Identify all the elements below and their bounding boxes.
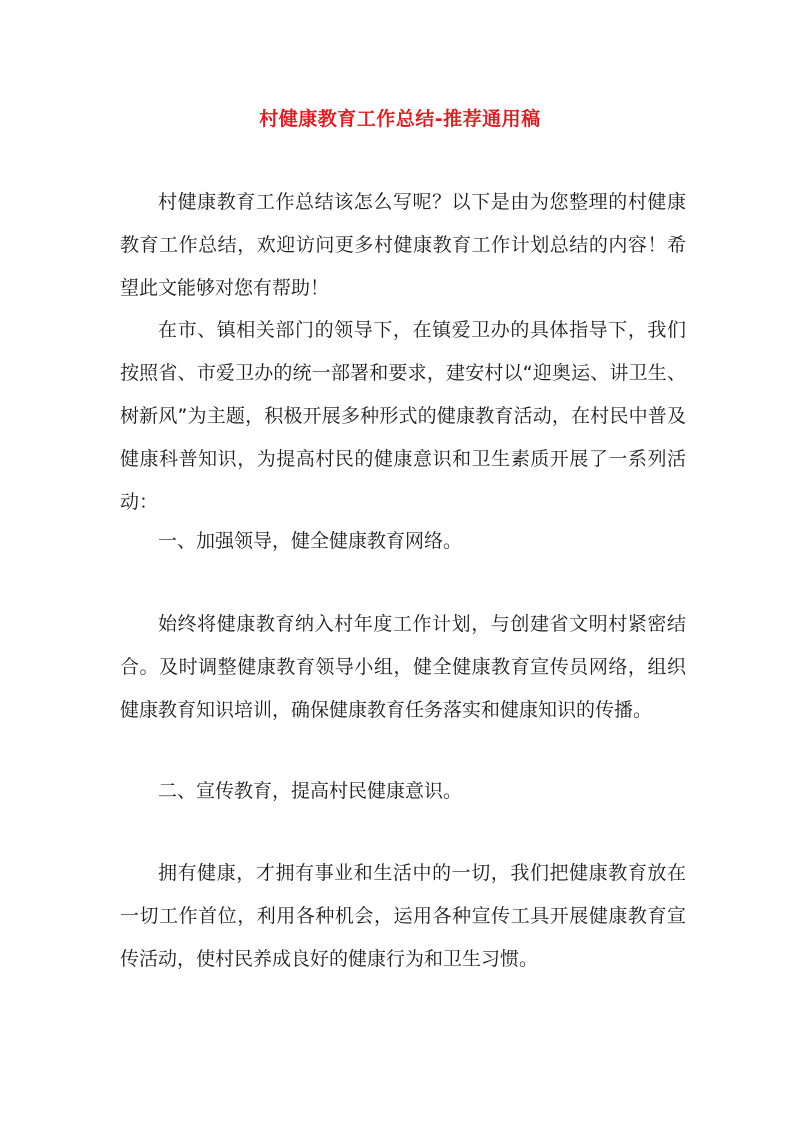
section-heading-2: 二、宣传教育，提高村民健康意识。 [158, 780, 463, 802]
background-paragraph: 在市、镇相关部门的领导下，在镇爱卫办的具体指导下，我们按照省、市爱卫办的统一部署和要求，建安村以“迎奥运、讲卫生、树新风”为主题，积极开展多种形式的健康教育活动，在村民中普及健康科普知识，为提高村民的健康意识和卫生素质开展了一系列活动： [120, 319, 686, 513]
section-heading-1: 一、加强领导，健全健康教育网络。 [158, 530, 463, 552]
section-2-paragraph: 拥有健康，才拥有事业和生活中的一切，我们把健康教育放在一切工作首位，利用各种机会，运用各种宣传工具开展健康教育宣传活动，使村民养成良好的健康行为和卫生习惯。 [120, 862, 686, 970]
document-title: 村健康教育工作总结-推荐通用稿 [259, 108, 541, 130]
section-1-paragraph: 始终将健康教育纳入村年度工作计划，与创建省文明村紧密结合。及时调整健康教育领导小组，健全健康教育宣传员网络，组织健康教育知识培训，确保健康教育任务落实和健康知识的传播。 [120, 613, 686, 721]
intro-paragraph: 村健康教育工作总结该怎么写呢？以下是由为您整理的村健康教育工作总结，欢迎访问更多村健康教育工作计划总结的内容！希望此文能够对您有帮助！ [120, 191, 686, 299]
